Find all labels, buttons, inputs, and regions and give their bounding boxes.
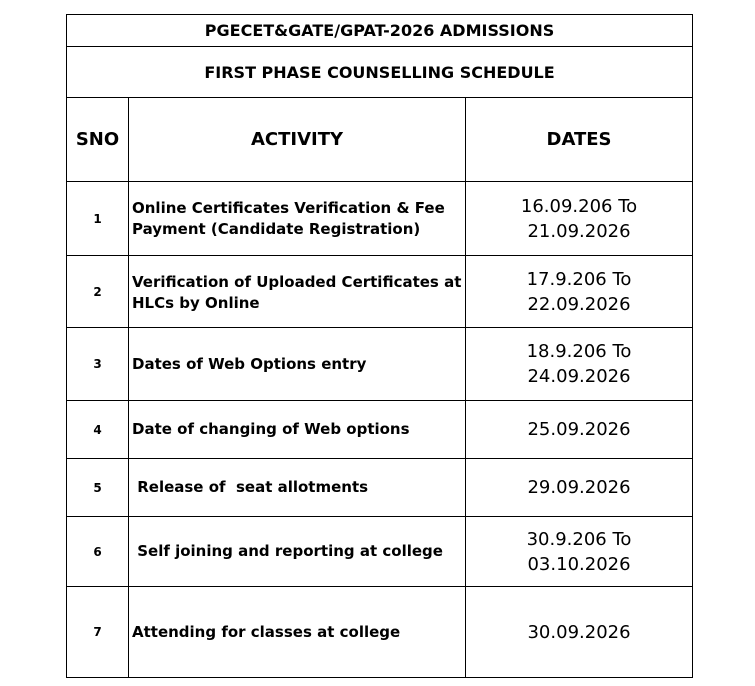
row-dates	[466, 517, 693, 587]
row-activity: Dates of Web Options entry	[129, 328, 466, 401]
table-row	[67, 256, 693, 328]
row-sno: 1	[67, 182, 129, 256]
date-start: 16.09.206 To	[520, 195, 638, 217]
schedule-table	[66, 14, 693, 678]
date-value: 25.09.2026	[527, 419, 631, 440]
table-row	[67, 517, 693, 587]
row-dates	[466, 401, 693, 459]
column-header-sno: SNO	[67, 98, 129, 182]
row-sno: 2	[67, 256, 129, 328]
table-row	[67, 587, 693, 678]
table-row	[67, 401, 693, 459]
row-activity: Date of changing of Web options	[129, 401, 466, 459]
row-activity: Release of seat allotments	[129, 459, 466, 517]
row-activity: Attending for classes at college	[129, 587, 466, 678]
row-sno: 5	[67, 459, 129, 517]
date-end: 24.09.2026	[527, 366, 631, 387]
table-row	[67, 182, 693, 256]
date-end: 22.09.2026	[527, 293, 631, 315]
row-sno: 4	[67, 401, 129, 459]
date-start: 17.9.206 To	[526, 268, 632, 290]
date-value: 30.09.2026	[527, 621, 631, 643]
row-activity: Verification of Uploaded Certificates at HLCs by Online	[129, 256, 466, 328]
date-start: 30.9.206 To	[526, 528, 632, 550]
date-end: 21.09.2026	[527, 220, 631, 242]
row-dates	[466, 459, 693, 517]
document-title: PGECET&GATE/GPAT-2026 ADMISSIONS	[67, 15, 693, 47]
row-dates	[466, 256, 693, 328]
row-dates	[466, 182, 693, 256]
table-row	[67, 459, 693, 517]
date-value: 29.09.2026	[527, 477, 631, 498]
document-subtitle: FIRST PHASE COUNSELLING SCHEDULE	[67, 47, 693, 98]
column-header-dates: DATES	[466, 98, 693, 182]
row-sno: 6	[67, 517, 129, 587]
column-header-activity: ACTIVITY	[129, 98, 466, 182]
row-activity: Self joining and reporting at college	[129, 517, 466, 587]
row-activity: Online Certificates Verification & Fee Payment (Candidate Registration)	[129, 182, 466, 256]
date-start: 18.9.206 To	[526, 341, 632, 362]
date-end: 03.10.2026	[527, 553, 631, 575]
row-dates	[466, 587, 693, 678]
row-sno: 3	[67, 328, 129, 401]
row-sno: 7	[67, 587, 129, 678]
table-row	[67, 328, 693, 401]
row-dates	[466, 328, 693, 401]
